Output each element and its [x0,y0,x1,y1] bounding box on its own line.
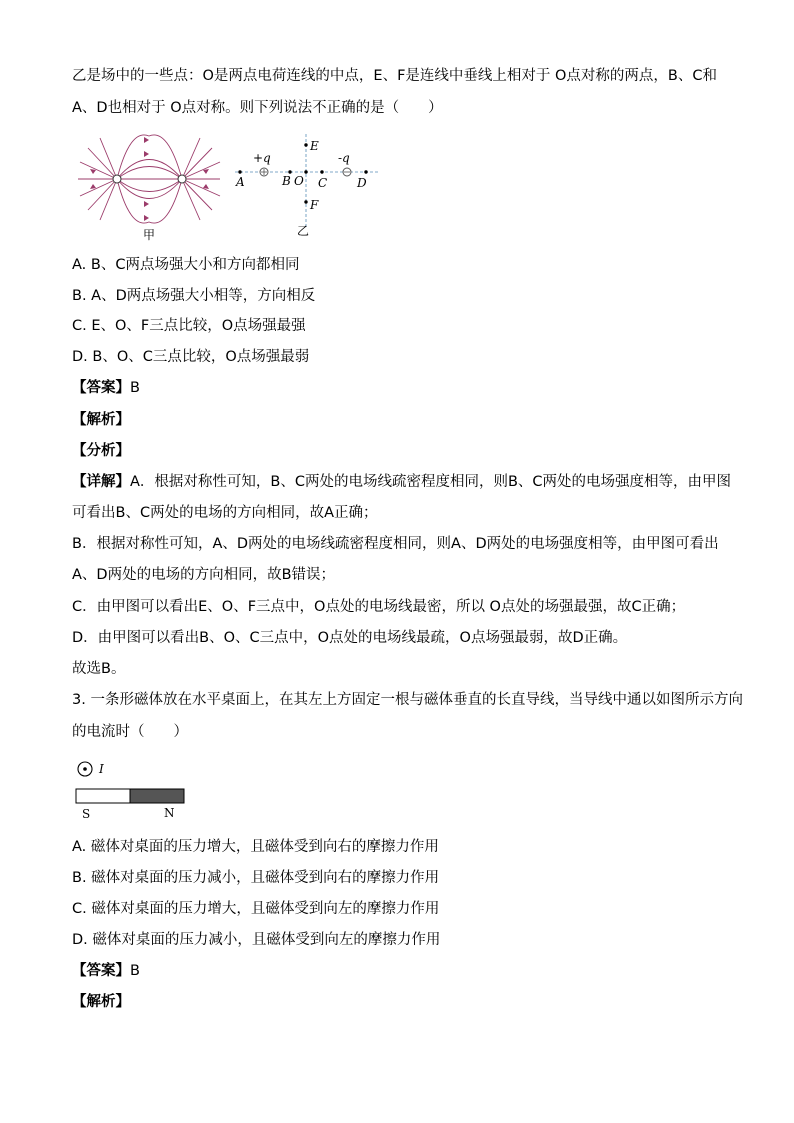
point-C: C [318,176,328,190]
figure-caption-yi: 乙 [296,224,310,238]
point-B: B [282,174,291,188]
detail-text: A．根据对称性可知，B、C两处的电场线疏密程度相同，则B、C两处的电场强度相等，由甲图 [130,474,732,490]
answer-value: B [130,380,140,396]
pole-s-label: S [82,807,91,821]
figure-caption-jia: 甲 [142,228,156,242]
q2-conclusion: 故选B。 [72,661,126,677]
point-O: O [294,174,304,188]
q3-option-d: D. 磁体对桌面的压力减小，且磁体受到向左的摩擦力作用 [72,932,441,948]
field-lines-diagram [78,135,220,223]
q2-option-c: C. E、O、F三点比较，O点场强最强 [72,318,306,334]
answer-value: B [130,963,140,979]
q2-fenxi-tag: 【分析】 [72,443,130,459]
electric-field-figure [70,132,390,242]
q2-option-d: D. B、O、C三点比较，O点场强最弱 [72,349,310,365]
q2-option-a: A. B、C两点场强大小和方向都相同 [72,257,300,273]
answer-tag: 【答案】 [72,963,130,979]
magnet-north-half [130,789,184,803]
q3-answer [72,961,140,981]
q3-stem-line1: 3. 一条形磁体放在水平桌面上，在其左上方固定一根与磁体垂直的长直导线，当导线中通以如图所示方向 [72,692,743,708]
q3-option-a: A. 磁体对桌面的压力增大，且磁体受到向右的摩擦力作用 [72,839,439,855]
q2-option-b: B. A、D两点场强大小相等，方向相反 [72,288,316,304]
label-plus-q: +q [253,151,271,165]
q2-answer [72,378,140,398]
pole-n-label: N [164,806,175,820]
q3-option-c: C. 磁体对桌面的压力增大，且磁体受到向左的摩擦力作用 [72,901,440,917]
magnet-wire-figure [72,758,202,822]
q3-option-b: B. 磁体对桌面的压力减小，且磁体受到向右的摩擦力作用 [72,870,440,886]
q2-detail-line: B．根据对称性可知，A、D两处的电场线疏密程度相同，则A、D两处的电场强度相等，由甲图可看出 [72,536,719,552]
q2-analysis-tag: 【解析】 [72,412,130,428]
q2-detail-line [72,472,731,492]
q2-stem-line2: A、D也相对于 O点对称。则下列说法不正确的是（ ） [72,100,443,116]
current-label: I [99,762,104,776]
q2-detail-line: C．由甲图可以看出E、O、F三点中，O点处的电场线最密，所以 O点处的场强最强，故C正确； [72,599,686,615]
point-E: E [310,139,319,153]
q2-stem-line1: 乙是场中的一些点：O是两点电荷连线的中点，E、F是连线中垂线上相对于 O点对称的两点，B、C和 [72,68,718,84]
negative-charge-icon [178,175,186,183]
label-minus-q: -q [338,151,350,165]
point-D: D [357,176,367,190]
answer-tag: 【答案】 [72,380,130,396]
q3-analysis-tag: 【解析】 [72,994,130,1010]
positive-charge-icon [113,175,121,183]
q2-detail-line: 可看出B、C两处的电场的方向相同，故A正确； [72,505,378,521]
magnet-south-half [76,789,130,803]
q2-detail-line: D．由甲图可以看出B、O、C三点中，O点处的电场线最疏，O点场强最弱，故D正确。 [72,630,628,646]
point-F: F [310,198,319,212]
point-A: A [236,175,245,189]
detail-tag: 【详解】 [72,474,130,490]
q2-detail-line: A、D两处的电场的方向相同，故B错误； [72,567,336,583]
q3-stem-line2: 的电流时（ ） [72,724,188,740]
